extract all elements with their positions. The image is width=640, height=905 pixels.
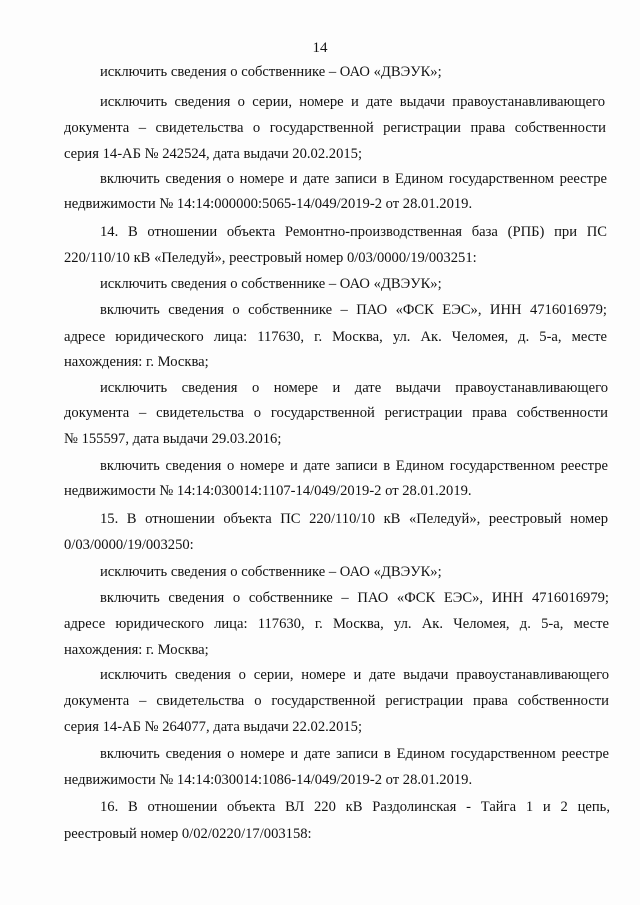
text-line: включить сведения о собственнике – ПАО «ФСК ЕЭС», ИНН 4716016979;	[100, 302, 607, 318]
text-line: исключить сведения о серии, номере и дате выдачи правоустанавливающего	[100, 94, 605, 110]
text-line: исключить сведения о собственнике – ОАО «ДВЭУК»;	[100, 64, 442, 80]
text-line: адресе юридического лица: 117630, г. Москва, ул. Ак. Челомея, д. 5-а, месте	[64, 329, 607, 345]
text-line: документа – свидетельства о государственной регистрации права собственности	[64, 693, 609, 709]
text-line: 14. В отношении объекта Ремонтно-производственная база (РПБ) при ПС	[100, 224, 607, 240]
text-line: недвижимости № 14:14:030014:1107-14/049/2019-2 от 28.01.2019.	[64, 483, 472, 499]
page-number: 14	[312, 40, 328, 56]
text-line: № 155597, дата выдачи 29.03.2016;	[64, 431, 282, 447]
text-line: недвижимости № 14:14:030014:1086-14/049/2019-2 от 28.01.2019.	[64, 772, 473, 788]
text-line: 16. В отношении объекта ВЛ 220 кВ Раздолинская - Тайга 1 и 2 цепь,	[100, 799, 610, 815]
text-line: исключить сведения о собственнике – ОАО «ДВЭУК»;	[100, 276, 442, 292]
text-line: документа – свидетельства о государственной регистрации права собственности	[64, 120, 606, 136]
text-line: включить сведения о номере и дате записи в Едином государственном реестре	[100, 746, 609, 762]
text-line: недвижимости № 14:14:000000:5065-14/049/2019-2 от 28.01.2019.	[64, 196, 473, 212]
text-line: нахождения: г. Москва;	[64, 642, 209, 658]
text-line: серия 14-АБ № 242524, дата выдачи 20.02.2015;	[64, 146, 363, 162]
text-line: 220/110/10 кВ «Пеледуй», реестровый номер 0/03/0000/19/003251:	[64, 250, 477, 266]
text-line: реестровый номер 0/02/0220/17/003158:	[64, 826, 312, 842]
text-line: исключить сведения о серии, номере и дате выдачи правоустанавливающего	[100, 667, 609, 683]
text-line: серия 14-АБ № 264077, дата выдачи 22.02.2015;	[64, 719, 363, 735]
text-line: документа – свидетельства о государственной регистрации права собственности	[64, 405, 608, 421]
text-line: адресе юридического лица: 117630, г. Москва, ул. Ак. Челомея, д. 5-а, месте	[64, 616, 609, 632]
text-line: 15. В отношении объекта ПС 220/110/10 кВ «Пеледуй», реестровый номер	[100, 511, 608, 527]
text-line: включить сведения о номере и дате записи в Едином государственном реестре	[100, 458, 608, 474]
text-line: исключить сведения о номере и дате выдачи правоустанавливающего	[100, 380, 608, 396]
text-line: 0/03/0000/19/003250:	[64, 537, 194, 553]
text-line: включить сведения о собственнике – ПАО «ФСК ЕЭС», ИНН 4716016979;	[100, 590, 609, 606]
text-line: нахождения: г. Москва;	[64, 354, 209, 370]
text-line: исключить сведения о собственнике – ОАО «ДВЭУК»;	[100, 564, 442, 580]
text-line: включить сведения о номере и дате записи в Едином государственном реестре	[100, 171, 607, 187]
